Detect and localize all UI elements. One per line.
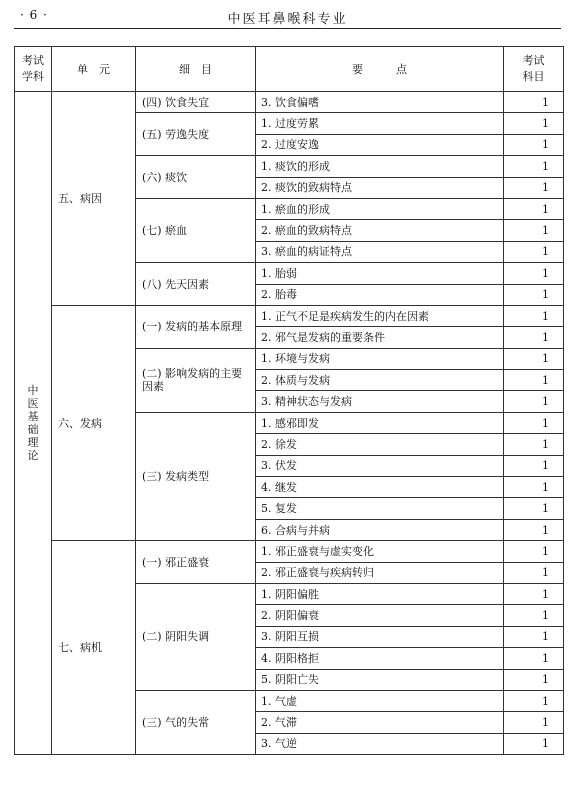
point-cell: 2. 痰饮的致病特点 <box>256 177 504 198</box>
detail-cell: (三) 气的失常 <box>136 690 256 754</box>
point-cell: 1. 痰饮的形成 <box>256 156 504 177</box>
page-number: · 6 · <box>20 8 48 22</box>
point-cell: 3. 阴阳互损 <box>256 626 504 647</box>
header-points: 要 点 <box>256 47 504 92</box>
level-cell: 1 <box>504 92 564 113</box>
point-cell: 2. 瘀血的致病特点 <box>256 220 504 241</box>
level-cell: 1 <box>504 519 564 540</box>
detail-cell: (二) 影响发病的主要因素 <box>136 348 256 412</box>
level-cell: 1 <box>504 434 564 455</box>
unit-cell: 六、发病 <box>52 305 136 540</box>
detail-cell: (二) 阴阳失调 <box>136 583 256 690</box>
point-cell: 4. 阴阳格拒 <box>256 648 504 669</box>
point-cell: 1. 邪正盛衰与虚实变化 <box>256 541 504 562</box>
level-cell: 1 <box>504 583 564 604</box>
detail-cell: (五) 劳逸失度 <box>136 113 256 156</box>
page-header <box>14 6 561 29</box>
level-cell: 1 <box>504 605 564 626</box>
syllabus-table <box>14 46 564 755</box>
table-row <box>15 541 564 562</box>
level-cell: 1 <box>504 412 564 433</box>
point-cell: 1. 正气不足是疾病发生的内在因素 <box>256 305 504 326</box>
level-cell: 1 <box>504 391 564 412</box>
table-header-row <box>15 47 564 92</box>
level-cell: 1 <box>504 284 564 305</box>
header-unit: 单 元 <box>52 47 136 92</box>
point-cell: 1. 环境与发病 <box>256 348 504 369</box>
level-cell: 1 <box>504 177 564 198</box>
level-cell: 1 <box>504 327 564 348</box>
detail-cell: (一) 邪正盛衰 <box>136 541 256 584</box>
point-cell: 2. 胎毒 <box>256 284 504 305</box>
level-cell: 1 <box>504 455 564 476</box>
header-level: 考试 科目 <box>504 47 564 92</box>
running-title: 中医耳鼻喉科专业 <box>227 12 348 27</box>
detail-cell: (三) 发病类型 <box>136 412 256 540</box>
level-cell: 1 <box>504 220 564 241</box>
level-cell: 1 <box>504 669 564 690</box>
level-cell: 1 <box>504 498 564 519</box>
level-cell: 1 <box>504 241 564 262</box>
level-cell: 1 <box>504 477 564 498</box>
level-cell: 1 <box>504 305 564 326</box>
header-detail: 细 目 <box>136 47 256 92</box>
level-cell: 1 <box>504 648 564 669</box>
point-cell: 1. 瘀血的形成 <box>256 198 504 219</box>
point-cell: 2. 体质与发病 <box>256 370 504 391</box>
level-cell: 1 <box>504 370 564 391</box>
header-subject: 考试 学科 <box>15 47 52 92</box>
unit-cell: 七、病机 <box>52 541 136 755</box>
level-cell: 1 <box>504 733 564 754</box>
point-cell: 1. 过度劳累 <box>256 113 504 134</box>
level-cell: 1 <box>504 263 564 284</box>
level-cell: 1 <box>504 348 564 369</box>
level-cell: 1 <box>504 134 564 155</box>
point-cell: 1. 阴阳偏胜 <box>256 583 504 604</box>
detail-cell: (一) 发病的基本原理 <box>136 305 256 348</box>
point-cell: 5. 阴阳亡失 <box>256 669 504 690</box>
point-cell: 3. 气逆 <box>256 733 504 754</box>
point-cell: 2. 邪正盛衰与疾病转归 <box>256 562 504 583</box>
level-cell: 1 <box>504 562 564 583</box>
detail-cell: (八) 先天因素 <box>136 263 256 306</box>
table-row <box>15 305 564 326</box>
detail-cell: (七) 瘀血 <box>136 198 256 262</box>
table-row <box>15 92 564 113</box>
point-cell: 3. 瘀血的病证特点 <box>256 241 504 262</box>
point-cell: 1. 气虚 <box>256 690 504 711</box>
point-cell: 2. 邪气是发病的重要条件 <box>256 327 504 348</box>
level-cell: 1 <box>504 541 564 562</box>
point-cell: 4. 继发 <box>256 477 504 498</box>
level-cell: 1 <box>504 712 564 733</box>
subject-cell <box>15 92 52 755</box>
point-cell: 3. 伏发 <box>256 455 504 476</box>
point-cell: 2. 阴阳偏衰 <box>256 605 504 626</box>
point-cell: 2. 徐发 <box>256 434 504 455</box>
point-cell: 6. 合病与并病 <box>256 519 504 540</box>
point-cell: 2. 过度安逸 <box>256 134 504 155</box>
point-cell: 1. 感邪即发 <box>256 412 504 433</box>
detail-cell: (六) 痰饮 <box>136 156 256 199</box>
detail-cell: (四) 饮食失宜 <box>136 92 256 113</box>
subject-label: 中医基础理论 <box>27 384 39 463</box>
point-cell: 5. 复发 <box>256 498 504 519</box>
point-cell: 3. 精神状态与发病 <box>256 391 504 412</box>
level-cell: 1 <box>504 690 564 711</box>
level-cell: 1 <box>504 626 564 647</box>
level-cell: 1 <box>504 113 564 134</box>
level-cell: 1 <box>504 198 564 219</box>
point-cell: 3. 饮食偏嗜 <box>256 92 504 113</box>
level-cell: 1 <box>504 156 564 177</box>
point-cell: 1. 胎弱 <box>256 263 504 284</box>
point-cell: 2. 气滞 <box>256 712 504 733</box>
unit-cell: 五、病因 <box>52 92 136 306</box>
